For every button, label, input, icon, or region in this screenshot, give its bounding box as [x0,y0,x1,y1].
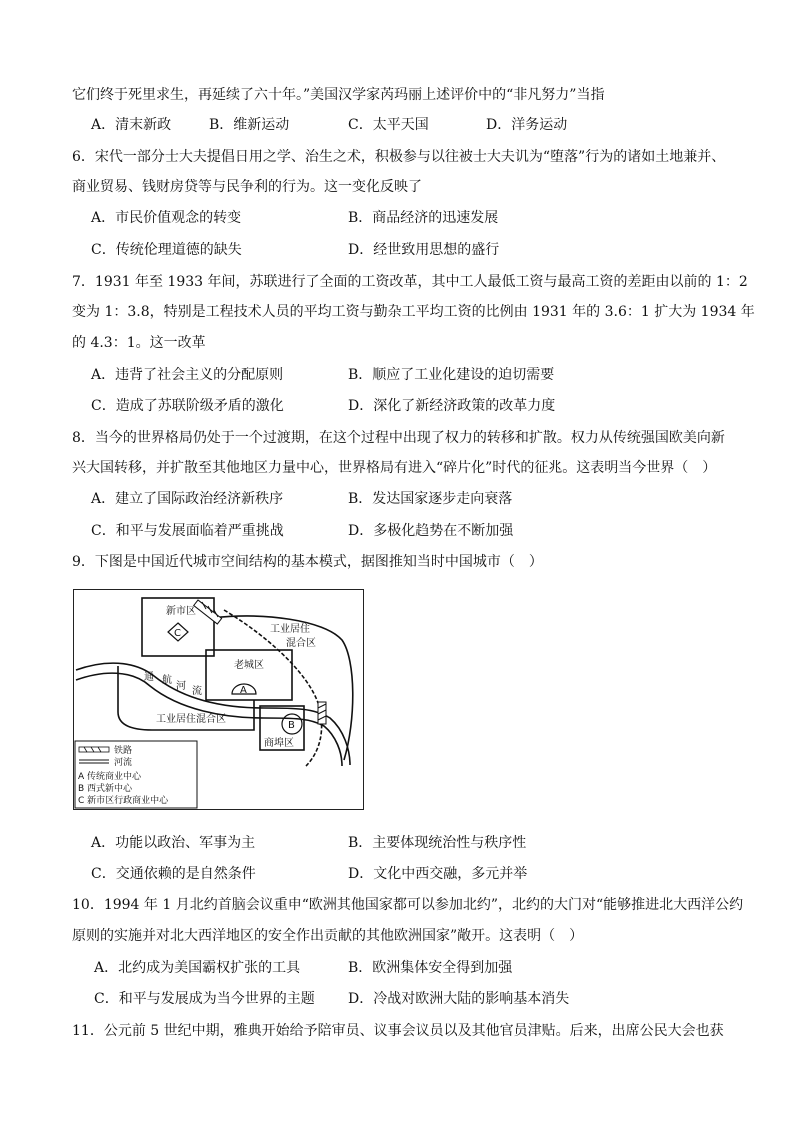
q8-stem-line-2: 兴大国转移，并扩散至其他地区力量中心，世界格局有进入“碎片化”时代的征兆。这表明当今世界（ ） [72,460,717,476]
legend-river-label: 河流 [114,758,133,768]
q10-option-c[interactable]: C．和平与发展成为当今世界的主题 [94,991,315,1007]
q8-stem-line-1: 8．当今的世界格局仍处于一个过渡期，在这个过程中出现了权力的转移和扩散。权力从传统强国欧美向新 [72,430,725,446]
old-city-label: 老城区 [234,660,264,671]
river-label-char-2: 航 [162,675,172,686]
q5-option-d[interactable]: D．洋务运动 [486,117,568,133]
q7-stem-line-1: 7．1931 年至 1933 年间，苏联进行了全面的工资改革，其中工人最低工资与最高工资的差距由以前的 1：2 [72,274,748,290]
q10-stem-line-1: 10．1994 年 1 月北约首脑会议重申“欧洲其他国家都可以参加北约”，北约的大门对“能够推进北大西洋公约 [72,897,744,913]
marker-a-label: A [240,685,247,696]
q7-option-c[interactable]: C．造成了苏联阶级矛盾的激化 [91,398,284,414]
q8-option-c[interactable]: C．和平与发展面临着严重挑战 [91,523,284,539]
q5-stem-line: 它们终于死里求生，再延续了六十年。”美国汉学家芮玛丽上述评价中的“非凡努力”当指 [72,87,605,103]
city-structure-figure [73,589,364,810]
q5-option-b[interactable]: B．维新运动 [209,117,290,133]
q7-option-a[interactable]: A．违背了社会主义的分配原则 [91,367,284,383]
q7-stem-line-3: 的 4.3：1。这一改革 [72,335,206,351]
marker-b-label: B [288,720,295,731]
q6-stem-line-2: 商业贸易、钱财房贷等与民争利的行为。这一变化反映了 [72,179,422,195]
q6-option-c[interactable]: C．传统伦理道德的缺失 [91,242,242,258]
q7-option-d[interactable]: D．深化了新经济政策的改革力度 [348,398,556,414]
q6-stem-line-1: 6．宋代一部分士大夫提倡日用之学、治生之术，积极参与以往被士大夫讥为“堕落”行为的诸如土地兼并、 [72,149,726,165]
river-label-char-4: 流 [192,686,202,697]
port-district-label: 商埠区 [264,738,294,749]
legend-c-label: C 新市区行政商业中心 [78,796,169,806]
q6-option-b[interactable]: B．商品经济的迅速发展 [348,210,499,226]
new-district-label: 新市区 [166,606,196,617]
legend-a-label: A 传统商业中心 [78,772,142,782]
q10-option-d[interactable]: D．冷战对欧洲大陆的影响基本消失 [348,991,570,1007]
q6-option-d[interactable]: D．经世致用思想的盛行 [348,242,500,258]
q6-option-a[interactable]: A．市民价值观念的转变 [91,210,242,226]
q10-option-a[interactable]: A．北约成为美国霸权扩张的工具 [94,960,301,976]
q8-option-d[interactable]: D．多极化趋势在不断加强 [348,523,514,539]
q5-option-a[interactable]: A．清末新政 [91,117,172,133]
industrial-residential-bottom-label: 工业居住混合区 [156,714,226,725]
q9-option-b[interactable]: B．主要体现统治性与秩序性 [348,835,527,851]
q9-option-a[interactable]: A．功能以政治、军事为主 [91,835,256,851]
river-label-char-3: 河 [176,681,186,692]
legend-b-label: B 西式新中心 [78,784,133,794]
old-city-block [206,650,292,700]
city-structure-map [74,590,363,809]
marker-c-label: C [174,628,181,639]
river-label-char-1: 通 [144,672,154,683]
q9-option-c[interactable]: C．交通依赖的是自然条件 [91,866,256,882]
q5-option-c[interactable]: C．太平天国 [348,117,429,133]
q9-stem-line-1: 9．下图是中国近代城市空间结构的基本模式，据图推知当时中国城市（ ） [72,554,543,570]
industrial-residential-top-line-2: 混合区 [286,638,316,649]
q8-option-a[interactable]: A．建立了国际政治经济新秩序 [91,491,284,507]
q7-option-b[interactable]: B．顺应了工业化建设的迫切需要 [348,367,555,383]
q7-stem-line-2: 变为 1：3.8，特别是工程技术人员的平均工资与勤杂工平均工资的比例由 1931 年的 3.6：1 扩大为 1934 年 [72,304,755,320]
q10-stem-line-2: 原则的实施并对北大西洋地区的安全作出贡献的其他欧洲国家”敞开。这表明（ ） [72,928,584,944]
q11-stem-line-1: 11．公元前 5 世纪中期，雅典开始给予陪审员、议事会议员以及其他官员津贴。后来，出席公民大会也获 [72,1023,724,1039]
q9-option-d[interactable]: D．文化中西交融，多元并举 [348,866,528,882]
legend-railway-label: 铁路 [114,746,133,756]
q10-option-b[interactable]: B．欧洲集体安全得到加强 [348,960,513,976]
railway-segment-top [194,600,222,624]
industrial-residential-top-line-1: 工业居住 [270,624,310,635]
q8-option-b[interactable]: B．发达国家逐步走向衰落 [348,491,513,507]
